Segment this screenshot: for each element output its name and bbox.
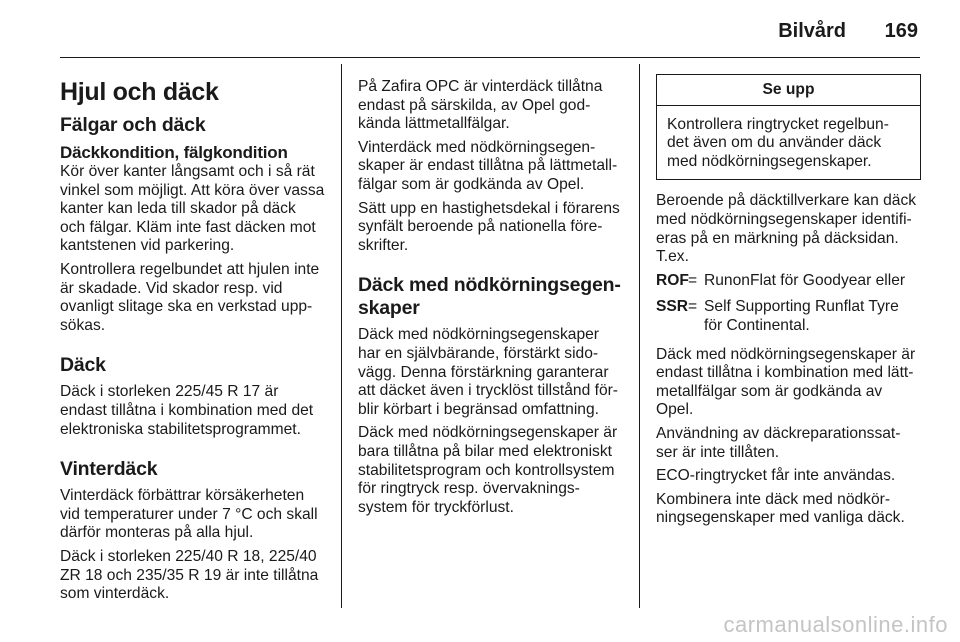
section-heading-wheels: Hjul och däck	[60, 78, 219, 106]
paragraph-winter-2: Däck i storleken 225/40 R 18, 225/40 ZR 18 och 235/35 R 19 är inte tillåtna som vinterdäck.	[60, 547, 319, 603]
caution-box	[656, 74, 921, 180]
subsection-heading-runflat: Däck med nödkörningsegen-skaper	[358, 274, 621, 320]
column-divider-1	[341, 64, 342, 608]
definition-equals: =	[688, 271, 698, 289]
header-divider	[60, 57, 920, 58]
paragraph-eco: ECO-ringtrycket får inte användas.	[656, 467, 896, 485]
paragraph-condition: Kör över kanter långsamt och i så rät vinkel som möjligt. Att köra över vassa kanter kan leda till skador på däck och fälgar. Kläm inte fast däcken mot kantstenen vid parkering.	[60, 163, 325, 255]
subsection-heading-winter: Vinterdäck	[60, 458, 158, 481]
column-2	[358, 64, 623, 606]
page-number: 169	[884, 20, 918, 42]
paragraph-mixing: Kombinera inte däck med nödkör-ningsegenskaper med vanliga däck.	[656, 490, 905, 527]
definition-equals: =	[688, 298, 698, 316]
definition-description: Self Supporting Runflat Tyre för Continental.	[704, 298, 899, 334]
paragraph-runflat-2: Däck med nödkörningsegenskaper är bara tillåtna på bilar med elektroniskt stabilitetsprogram och kontrollsystem för ringtryck resp. övervaknings-system för tryckförlust.	[358, 424, 618, 516]
subsection-heading-rims: Fälgar och däck	[60, 114, 206, 136]
paragraph-opc: På Zafira OPC är vinterdäck tillåtna endast på särskilda, av Opel god-kända lättmetallfälgar.	[358, 78, 603, 133]
paragraph-runflat-1: Däck med nödkörningsegenskaper har en självbärande, förstärkt sido-vägg. Denna förstärkning garanterar att däcket även i trycklöst tillstånd för-blir körbart i begränsad omfattning.	[358, 326, 618, 418]
paragraph-runflat-winter: Vinterdäck med nödkörningsegen-skaper är endast tillåtna på lättmetall-fälgar som är godkända av Opel.	[358, 138, 618, 193]
paragraph-check: Kontrollera regelbundet att hjulen inte är skadade. Vid skador resp. vid ovanligt slitage ska en verkstad upp-sökas.	[60, 260, 320, 334]
paragraph-winter-1: Vinterdäck förbättrar körsäkerheten vid temperaturer under 7 °C och skall därför monteras på alla hjul.	[60, 487, 318, 542]
paragraph-speed-sticker: Sätt upp en hastighetsdekal i förarens synfält beroende på nationella före-skrifter.	[358, 199, 620, 254]
page-header	[0, 0, 960, 58]
heading-tyre-condition: Däckkondition, fälgkondition	[60, 143, 288, 162]
paragraph-repair-kit: Användning av däckreparationssat-ser är inte tillåten.	[656, 424, 901, 461]
definition-term: ROF	[656, 271, 689, 289]
paragraph-tyres: Däck i storleken 225/45 R 17 är endast tillåtna i kombination med det elektroniska stabilitetsprogrammet.	[60, 383, 314, 438]
column-1	[60, 64, 325, 606]
column-divider-2	[639, 64, 640, 608]
caution-text: Kontrollera ringtrycket regelbun-det även om du använder däck med nödkörningsegenskaper.	[667, 115, 889, 170]
column-3	[656, 64, 921, 606]
definition-description: RunonFlat för Goodyear eller	[704, 271, 906, 289]
paragraph-combination: Däck med nödkörningsegenskaper är endast tillåtna i kombination med lätt-metallfälgar som är godkända av Opel.	[656, 345, 916, 419]
chapter-title: Bilvård	[778, 20, 846, 42]
caution-title: Se upp	[657, 75, 920, 106]
paragraph-marking: Beroende på däcktillverkare kan däck med nödkörningsegenskaper identifi-eras på en märkning på däcksidan. T.ex.	[656, 192, 917, 266]
definition-list	[656, 272, 921, 336]
definition-term: SSR	[656, 298, 689, 316]
watermark: carmanualsonline.info	[723, 612, 948, 637]
subsection-heading-tyres: Däck	[60, 354, 106, 377]
